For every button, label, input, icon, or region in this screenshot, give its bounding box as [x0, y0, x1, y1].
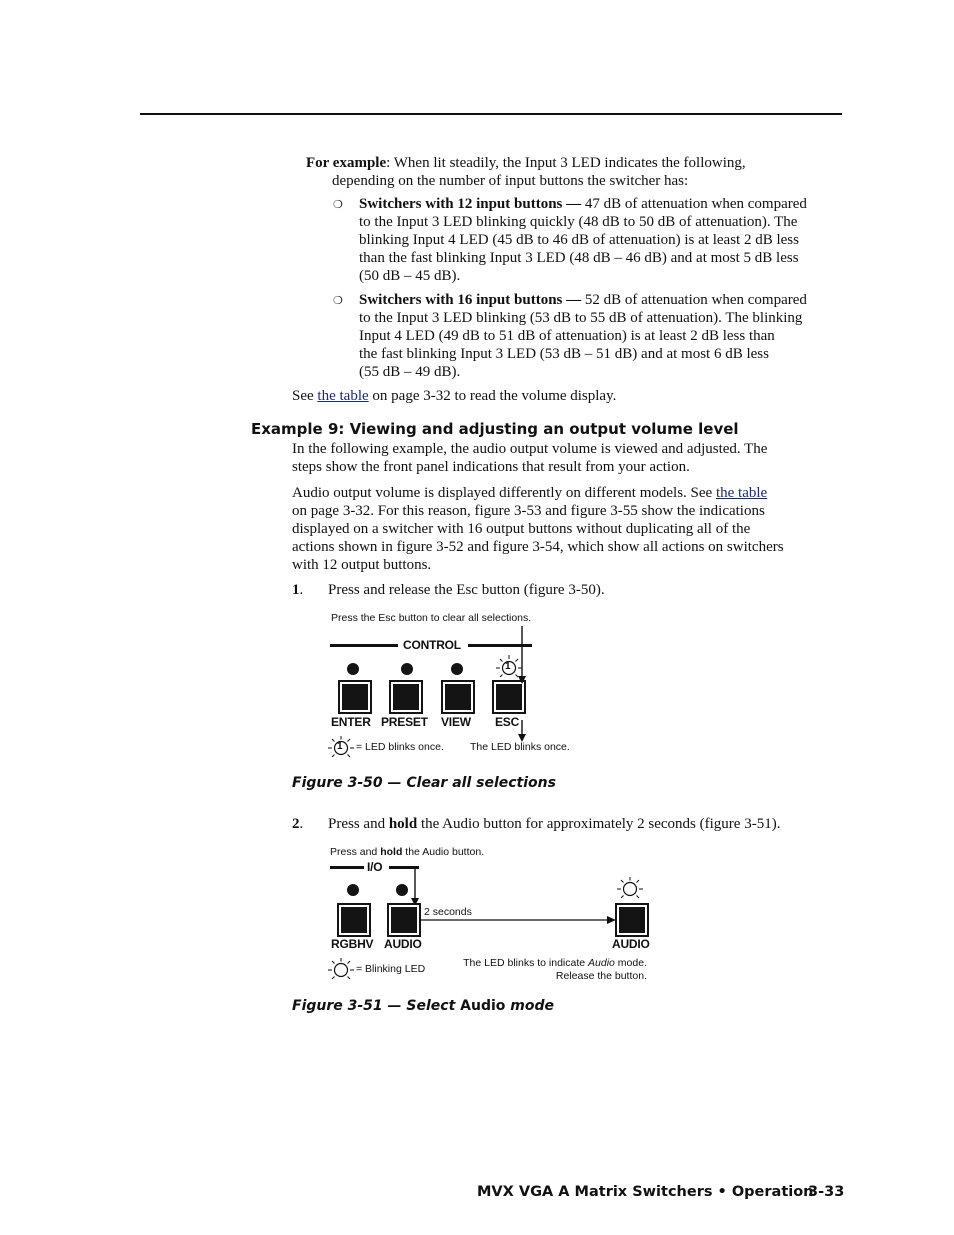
- legend-text: = Blinking LED: [356, 963, 426, 975]
- figure-note-top: Press the Esc button to clear all selections.: [331, 612, 532, 624]
- figure-caption: Figure 3-50 — Clear all selections: [292, 775, 556, 791]
- duration-label: 2 seconds: [424, 906, 472, 918]
- audio-button-result[interactable]: [615, 903, 649, 937]
- preset-button[interactable]: [389, 680, 423, 714]
- paragraph-2: Audio output volume is displayed differently on different models. See the table on page 3-32. For this reason, figure 3-53 and figure 3-55 show the indications displayed on a switcher with 16 output buttons without duplicating all of the actions shown in figure 3-52 and figure 3-54, which show all actions on switchers with 12 output buttons.: [292, 485, 784, 573]
- enter-button[interactable]: [338, 680, 372, 714]
- step-2: 2.: [292, 816, 304, 832]
- preset-label: PRESET: [381, 715, 428, 729]
- intro-line-2: depending on the number of input buttons the switcher has:: [332, 173, 689, 189]
- led-enter: [347, 663, 359, 675]
- table-link[interactable]: the table: [715, 485, 768, 501]
- led-preset: [401, 663, 413, 675]
- duration-arrow: [419, 914, 619, 926]
- esc-led-note: The LED blinks once.: [470, 741, 570, 753]
- bullet-12-inputs: Switchers with 12 input buttons — 47 dB of attenuation when compared to the Input 3 LED blinking quickly (48 dB to 50 dB of attenuation). The blinking Input 4 LED (45 dB to 46 dB of attenuation) is at least 2 dB less than the fast blinking Input 3 LED (48 dB – 46 dB) and at most 5 dB less (50 dB – 45 dB).: [359, 196, 807, 284]
- control-rule-left: [330, 644, 398, 647]
- arrows-graphic: [510, 624, 532, 744]
- io-rule-left: [330, 866, 364, 869]
- page-number: 3-33: [808, 1184, 845, 1200]
- audio-result-label: AUDIO: [612, 937, 650, 951]
- io-label: I/O: [367, 860, 383, 874]
- bullet-marker: ❍: [333, 295, 343, 307]
- intro-line-1: For example: When lit steadily, the Input 3 LED indicates the following,: [306, 155, 746, 171]
- see-table-line: See the table on page 3-32 to read the volume display.: [292, 388, 617, 404]
- table-link[interactable]: the table: [317, 388, 369, 404]
- esc-label: ESC: [495, 715, 520, 729]
- legend-text: = LED blinks once.: [356, 741, 444, 753]
- bullet-marker: ❍: [333, 199, 343, 211]
- legend-blink-count: 1: [337, 741, 343, 752]
- header-rule: [140, 113, 842, 115]
- step-2-text: Press and hold the Audio button for approximately 2 seconds (figure 3-51).: [328, 816, 781, 832]
- blinking-led-icon: [615, 876, 645, 902]
- paragraph-1: In the following example, the audio output volume is viewed and adjusted. The steps show the front panel indications that result from your action.: [292, 441, 768, 475]
- bullet-16-inputs: Switchers with 16 input buttons — 52 dB of attenuation when compared to the Input 3 LED blinking (53 dB to 55 dB of attenuation). The blinking Input 4 LED (49 dB to 51 dB of attenuation) is at least 2 dB less than the fast blinking Input 3 LED (53 dB – 51 dB) and at most 6 dB less (55 dB – 49 dB).: [359, 292, 807, 380]
- footer-title: MVX VGA A Matrix Switchers • Operation: [477, 1184, 814, 1200]
- step-1: 1.: [292, 582, 304, 598]
- audio-button[interactable]: [387, 903, 421, 937]
- rgbhv-label: RGBHV: [331, 937, 374, 951]
- audio-label: AUDIO: [384, 937, 422, 951]
- rgbhv-button[interactable]: [337, 903, 371, 937]
- blinking-led-icon: [326, 957, 356, 983]
- control-label: CONTROL: [403, 638, 461, 652]
- audio-led-note: The LED blinks to indicate Audio mode. Release the button.: [463, 957, 647, 982]
- view-button[interactable]: [441, 680, 475, 714]
- led-view: [451, 663, 463, 675]
- example-heading: Example 9: Viewing and adjusting an output volume level: [251, 420, 739, 438]
- blink-count: 1: [505, 661, 511, 672]
- led-rgbhv: [347, 884, 359, 896]
- view-label: VIEW: [441, 715, 471, 729]
- step-1-text: Press and release the Esc button (figure 3-50).: [328, 582, 605, 598]
- figure-note-top: Press and hold the Audio button.: [330, 846, 485, 858]
- enter-label: ENTER: [331, 715, 371, 729]
- figure-caption: Figure 3-51 — Select Audio mode: [292, 998, 555, 1014]
